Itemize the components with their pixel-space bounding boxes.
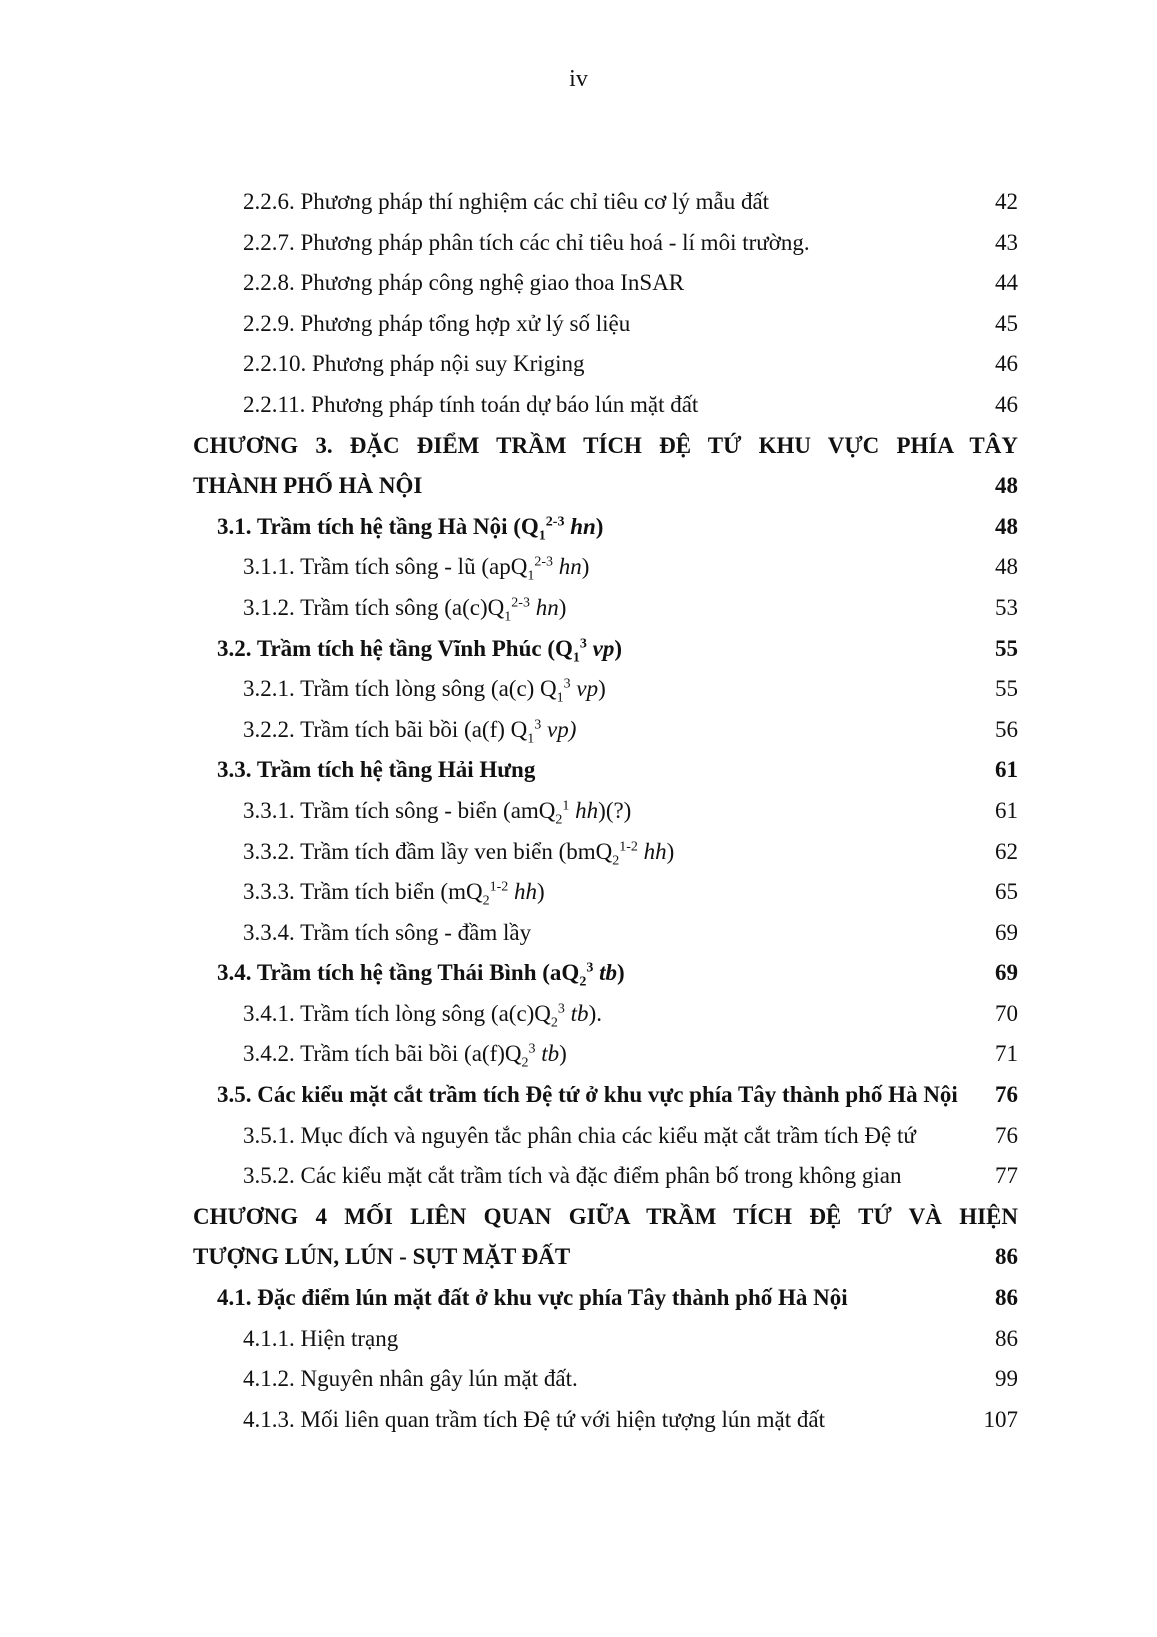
toc-entry-title: [217, 507, 603, 548]
formula-superscript: 3: [528, 1041, 536, 1057]
toc-title-text: 2.2.9. Phương pháp tổng hợp xử lý số liệu: [243, 310, 631, 336]
toc-entry-title: [193, 1197, 1018, 1238]
toc-page-number: 76: [995, 1082, 1018, 1108]
toc-entry[interactable]: [0, 832, 1157, 873]
formula-superscript: 2-3: [534, 554, 553, 570]
toc-title-text: 2.2.11. Phương pháp tính toán dự báo lún mặt đất: [243, 391, 699, 417]
toc-page-number: 43: [995, 229, 1018, 255]
toc-entry-title: [217, 1075, 958, 1116]
toc-title-text: 4.1.2. Nguyên nhân gây lún mặt đất.: [243, 1366, 578, 1392]
toc-title-text: 2.2.10. Phương pháp nội suy Kriging: [243, 351, 585, 377]
toc-entry-title: [243, 1359, 578, 1400]
toc-entry-title: [193, 466, 422, 507]
formula-symbol: vp: [592, 635, 615, 661]
formula-subscript: 2: [555, 812, 563, 828]
formula-symbol: tb: [599, 960, 617, 986]
toc-entry-title: [217, 1278, 848, 1319]
toc-entry[interactable]: [0, 791, 1157, 832]
toc-title-text: 3.4.2. Trầm tích bãi bồi (a(f)Q: [243, 1041, 522, 1067]
toc-entry-title: [243, 1400, 825, 1441]
toc-entry-title: [243, 669, 606, 710]
toc-entry[interactable]: [0, 1359, 1157, 1400]
toc-page-number: 61: [995, 797, 1018, 823]
toc-title-suffix: ): [614, 635, 623, 661]
toc-title-text: 4.1. Đặc điểm lún mặt đất ở khu vực phía Tây thành phố Hà Nội: [217, 1285, 848, 1311]
toc-page-number: 86: [995, 1244, 1018, 1270]
toc-entry[interactable]: [0, 1034, 1157, 1075]
toc-entry-title: [243, 791, 631, 832]
toc-entry-title: [243, 710, 576, 751]
toc-entry-title: [243, 872, 545, 913]
formula-symbol: hn: [558, 554, 582, 580]
formula-symbol: hn: [570, 513, 596, 539]
toc-entry[interactable]: [0, 669, 1157, 710]
toc-title-suffix: ): [598, 676, 606, 702]
formula-subscript: 1: [572, 650, 580, 666]
toc-page-number: 53: [995, 594, 1018, 620]
formula-symbol: hh: [643, 838, 667, 864]
formula-symbol: hh: [514, 879, 538, 905]
toc-title-text: 3.2. Trầm tích hệ tầng Vĩnh Phúc (Q: [217, 635, 573, 661]
toc-entry[interactable]: [0, 1319, 1157, 1360]
toc-title-text: 4.1.3. Mối liên quan trầm tích Đệ tứ với hiện tượng lún mặt đất: [243, 1406, 825, 1432]
toc-entry-title: [243, 588, 566, 629]
toc-entry[interactable]: [0, 466, 1157, 507]
toc-entry-title: [243, 344, 585, 385]
toc-page-number: 77: [995, 1163, 1018, 1189]
formula-symbol: hn: [535, 594, 559, 620]
formula-symbol: tb: [541, 1041, 560, 1067]
toc-page-number: 56: [995, 716, 1018, 742]
toc-title-text: 3.1. Trầm tích hệ tầng Hà Nội (Q: [217, 513, 539, 539]
toc-title-text: 3.3.1. Trầm tích sông - biển (amQ: [243, 797, 556, 823]
toc-title-suffix: ): [595, 513, 604, 539]
page-number: iv: [569, 66, 588, 92]
toc-title-suffix: ): [666, 838, 675, 864]
toc-page-number: 86: [995, 1325, 1018, 1351]
toc-entry-title: [243, 182, 769, 223]
toc-title-text: 2.2.6. Phương pháp thí nghiệm các chỉ tiêu cơ lý mẫu đất: [243, 189, 770, 214]
toc-entry[interactable]: [0, 1400, 1157, 1441]
toc-title-text: 4.1.1. Hiện trạng: [243, 1325, 399, 1351]
toc-page-number: 65: [995, 879, 1018, 905]
toc-entry[interactable]: [0, 1278, 1157, 1319]
formula-subscript: 2: [521, 1056, 529, 1072]
toc-entry-title: [217, 629, 622, 670]
toc-entry-title: [243, 223, 810, 264]
formula-subscript: 1: [527, 731, 535, 747]
toc-entry[interactable]: [0, 953, 1157, 994]
formula-subscript: 2: [482, 893, 490, 909]
toc-entry[interactable]: [0, 1075, 1157, 1116]
toc-page-number: 48: [995, 513, 1018, 539]
toc-entry-title: [243, 1319, 398, 1360]
toc-title-suffix: )(?): [598, 797, 632, 823]
toc-page-number: 61: [995, 757, 1018, 783]
toc-title-text: THÀNH PHỐ HÀ NỘI: [193, 473, 423, 499]
toc-page-number: 76: [995, 1122, 1018, 1148]
toc-entry[interactable]: [0, 913, 1157, 954]
toc-title-text: 3.1.1. Trầm tích sông - lũ (apQ: [243, 554, 528, 580]
toc-entry[interactable]: [0, 263, 1157, 304]
toc-entry[interactable]: [0, 710, 1157, 751]
toc-title-text: 3.2.1. Trầm tích lòng sông (a(c) Q: [243, 676, 557, 702]
formula-superscript: 3: [586, 960, 594, 976]
formula-subscript: 2: [550, 1015, 558, 1031]
formula-superscript: 3: [534, 717, 542, 733]
toc-entry-title: [217, 953, 625, 994]
toc-page-number: 70: [995, 1000, 1018, 1026]
formula-superscript: 3: [557, 1001, 565, 1017]
toc-title-text: TƯỢNG LÚN, LÚN - SỤT MẶT ĐẤT: [193, 1244, 571, 1270]
toc-page-number: 42: [995, 189, 1018, 214]
toc-page-number: 69: [995, 919, 1018, 945]
toc-entry[interactable]: [0, 1156, 1157, 1197]
toc-entry[interactable]: [0, 344, 1157, 385]
toc-page-number: 71: [995, 1041, 1018, 1067]
formula-subscript: 1: [527, 568, 535, 584]
formula-symbol: tb: [570, 1000, 589, 1026]
toc-title-text: 3.5.1. Mục đích và nguyên tắc phân chia các kiểu mặt cắt trầm tích Đệ tứ: [243, 1122, 916, 1148]
toc-title-text: 3.4. Trầm tích hệ tầng Thái Bình (aQ: [217, 960, 580, 986]
toc-entry-title: [243, 547, 589, 588]
toc-entry[interactable]: [0, 304, 1157, 345]
toc-page-number: 69: [995, 960, 1018, 986]
toc-title-text: 3.5. Các kiểu mặt cắt trầm tích Đệ tứ ở khu vực phía Tây thành phố Hà Nội: [217, 1082, 958, 1108]
formula-symbol: hh: [575, 797, 599, 823]
toc-entry-title: [243, 1156, 902, 1197]
toc-title-text: 3.3. Trầm tích hệ tầng Hải Hưng: [217, 757, 536, 783]
toc-page-number: 48: [995, 473, 1018, 499]
toc-title-text: 3.3.4. Trầm tích sông - đầm lầy: [243, 919, 532, 945]
formula-superscript: 3: [563, 676, 571, 692]
toc-entry-title: [243, 913, 531, 954]
toc-title-text: 3.3.3. Trầm tích biển (mQ: [243, 879, 483, 905]
toc-title-text: 3.3.2. Trầm tích đầm lầy ven biển (bmQ: [243, 838, 613, 864]
toc-title-suffix: ): [581, 554, 590, 580]
table-of-contents: [0, 182, 1157, 1440]
formula-superscript: 2-3: [511, 595, 530, 611]
toc-entry-title: [193, 426, 1018, 467]
toc-page-number: 46: [995, 391, 1018, 417]
formula-superscript: 1-2: [619, 838, 638, 854]
toc-title-suffix: ): [559, 1041, 567, 1067]
toc-entry-title: [243, 304, 630, 345]
toc-entry[interactable]: [0, 1237, 1157, 1278]
toc-entry-title: [217, 750, 535, 791]
toc-title-text: 3.5.2. Các kiểu mặt cắt trầm tích và đặc điểm phân bố trong không gian: [243, 1163, 902, 1189]
toc-title-text: 3.4.1. Trầm tích lòng sông (a(c)Q: [243, 1000, 551, 1026]
toc-page-number: 107: [983, 1406, 1018, 1432]
formula-superscript: 1: [562, 798, 570, 814]
toc-title-text: CHƯƠNG 4 MỐI LIÊN QUAN GIỮA TRẦM TÍCH ĐỆ TỨ VÀ HIỆN: [193, 1203, 1018, 1229]
formula-subscript: 1: [556, 690, 564, 706]
toc-page-number: 44: [995, 270, 1018, 296]
toc-entry-title: [243, 994, 602, 1035]
toc-page-number: 46: [995, 351, 1018, 377]
toc-title-suffix: ): [537, 879, 545, 905]
toc-title-text: 2.2.8. Phương pháp công nghệ giao thoa InSAR: [243, 270, 685, 296]
toc-title-text: CHƯƠNG 3. ĐẶC ĐIỂM TRẦM TÍCH ĐỆ TỨ KHU VỰC PHÍA TÂY: [193, 432, 1018, 458]
toc-entry-title: [243, 1116, 916, 1157]
toc-entry-title: [243, 263, 684, 304]
formula-symbol: vp): [547, 716, 577, 742]
toc-page-number: 55: [995, 635, 1018, 661]
toc-entry[interactable]: [0, 385, 1157, 426]
toc-entry[interactable]: [0, 629, 1157, 670]
toc-page-number: 48: [995, 554, 1018, 580]
formula-superscript: 2-3: [545, 514, 565, 530]
toc-entry[interactable]: [0, 872, 1157, 913]
toc-entry[interactable]: [0, 588, 1157, 629]
toc-entry-title: [193, 1237, 570, 1278]
formula-subscript: 2: [612, 853, 620, 869]
toc-entry-title: [243, 1034, 567, 1075]
toc-entry[interactable]: [0, 750, 1157, 791]
formula-subscript: 2: [579, 974, 587, 990]
toc-title-suffix: ).: [588, 1000, 602, 1026]
formula-superscript: 1-2: [489, 879, 509, 895]
toc-page-number: 55: [995, 676, 1018, 702]
toc-entry-title: [243, 832, 674, 873]
formula-symbol: vp: [576, 676, 599, 702]
toc-entry-title: [243, 385, 698, 426]
toc-title-text: 3.2.2. Trầm tích bãi bồi (a(f) Q: [243, 716, 528, 742]
toc-page-number: 99: [995, 1366, 1018, 1392]
toc-entry[interactable]: [0, 223, 1157, 264]
toc-entry[interactable]: [0, 1116, 1157, 1157]
toc-title-text: 2.2.7. Phương pháp phân tích các chỉ tiêu hoá - lí môi trường.: [243, 229, 810, 255]
toc-title-suffix: ): [558, 594, 567, 620]
toc-title-text: 3.1.2. Trầm tích sông (a(c)Q: [243, 594, 505, 620]
formula-subscript: 1: [504, 609, 512, 625]
toc-page-number: 62: [995, 838, 1018, 864]
toc-page-number: 45: [995, 310, 1018, 336]
toc-entry[interactable]: [0, 1197, 1157, 1238]
toc-title-suffix: ): [616, 960, 625, 986]
formula-superscript: 3: [579, 635, 587, 651]
formula-subscript: 1: [538, 528, 546, 544]
toc-entry[interactable]: [0, 182, 1157, 223]
toc-entry[interactable]: [0, 994, 1157, 1035]
toc-page-number: 86: [995, 1285, 1018, 1311]
toc-entry[interactable]: [0, 507, 1157, 548]
toc-entry[interactable]: [0, 547, 1157, 588]
toc-entry[interactable]: [0, 426, 1157, 467]
